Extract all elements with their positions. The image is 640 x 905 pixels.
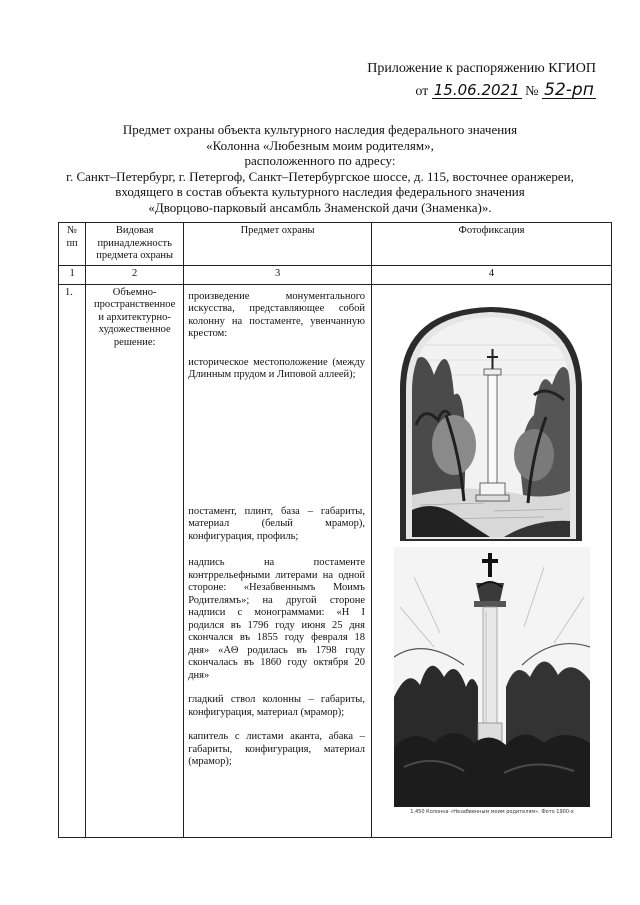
column-number: 4 <box>372 265 612 284</box>
document-title <box>40 122 600 215</box>
subject-item: капитель с листами аканта, абака – габариты, конфигурация, материал (мрамор); <box>188 731 365 767</box>
subject-item: надпись на постаменте контррельефными литерами на одной стороне: «Незабвеннымъ Моимъ Родителямъ»; на другой стороне надписи с монограммами: «Н I родился въ 1796 году июня 25 дня скончался въ 1855 году февраля 18 дня» «АΘ родилась въ 1798 году скончалась въ 1860 году октября 20 дня» <box>188 557 365 681</box>
title-line: «Колонна «Любезным моим родителям», <box>206 137 434 153</box>
table-row <box>59 284 612 837</box>
subject-item: произведение монументального искусства, представляющее собой колонну на постаменте, увенчанную крестом: <box>188 290 365 339</box>
subject-item: постамент, плинт, база – габариты, материал (белый мрамор), конфигурация, профиль; <box>188 505 365 542</box>
archival-engraving-picture <box>394 305 588 543</box>
row-photo <box>372 284 612 837</box>
column-number-row <box>59 265 612 284</box>
appendix-header <box>367 60 596 101</box>
table-header-row <box>59 223 612 266</box>
column-photo-picture <box>394 547 590 807</box>
row-number: 1. <box>59 284 86 837</box>
order-reference <box>367 82 596 101</box>
column-number: 2 <box>86 265 184 284</box>
column-number: 3 <box>184 265 372 284</box>
appendix-title: Приложение к распоряжению КГИОП <box>367 61 596 76</box>
title-line: г. Санкт–Петербург, г. Петергоф, Санкт–Петербургское шоссе, д. 115, восточнее оранжереи, <box>66 168 574 184</box>
order-date: 15.06.2021 <box>433 81 520 99</box>
header-number: № пп <box>59 223 86 266</box>
column-number: 1 <box>59 265 86 284</box>
subject-item: историческое местоположение (между Длинным прудом и Липовой аллеей); <box>188 356 365 380</box>
header-subject: Предмет охраны <box>184 223 372 266</box>
order-number: 52-рп <box>542 82 596 99</box>
header-type: Видовая принадлежность предмета охраны <box>86 223 184 266</box>
row-type: Объемно-пространственное и архитектурно-художественное решение: <box>86 284 184 837</box>
title-line: входящего в состав объекта культурного наследия федерального значения <box>115 184 525 199</box>
from-label: от <box>415 84 429 99</box>
photo-caption: 1.450 Колонна «Незабвенным моим родителям». Фото 1900-х <box>410 808 574 815</box>
title-line: расположенного по адресу: <box>244 153 396 168</box>
title-line: Предмет охраны объекта культурного наследия федерального значения <box>122 122 518 137</box>
protection-subject-table <box>58 222 612 838</box>
number-sign: № <box>525 84 539 99</box>
title-line: «Дворцово-парковый ансамбль Знаменской дачи (Знаменка)». <box>148 199 492 215</box>
row-subject <box>184 284 372 837</box>
header-photo: Фотофиксация <box>372 223 612 266</box>
subject-item: гладкий ствол колонны – габариты, конфигурация, материал (мрамор); <box>188 694 365 718</box>
